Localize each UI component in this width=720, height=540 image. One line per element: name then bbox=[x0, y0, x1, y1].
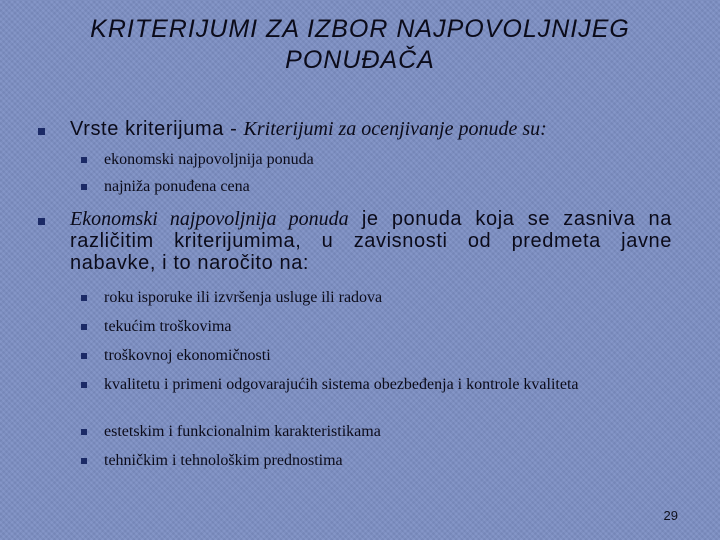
square-bullet-icon bbox=[81, 429, 87, 435]
page-number: 29 bbox=[663, 508, 678, 523]
section2-paragraph bbox=[70, 208, 672, 274]
list-item: kvalitetu i primeni odgovarajućih sistema obezbeđenja i kontrole kvaliteta bbox=[104, 376, 579, 393]
section1-lead-normal: Vrste kriterijuma - bbox=[70, 118, 244, 140]
section2-lead-italic: Ekonomski najpovoljnija ponuda bbox=[70, 208, 349, 230]
square-bullet-icon bbox=[81, 458, 87, 464]
square-bullet-icon bbox=[81, 382, 87, 388]
square-bullet-icon bbox=[81, 295, 87, 301]
list-item: estetskim i funkcionalnim karakteristikama bbox=[104, 423, 381, 440]
section1-lead-italic: Kriterijumi za ocenjivanje ponude su: bbox=[243, 118, 547, 140]
square-bullet-icon bbox=[38, 218, 45, 225]
slide-title: KRITERIJUMI ZA IZBOR NAJPOVOLJNIJEG PONUĐAČA bbox=[90, 15, 630, 74]
list-item: tehničkim i tehnološkim prednostima bbox=[104, 452, 343, 469]
section1-heading bbox=[70, 118, 672, 140]
list-item: najniža ponuđena cena bbox=[104, 178, 250, 195]
square-bullet-icon bbox=[38, 128, 45, 135]
square-bullet-icon bbox=[81, 184, 87, 190]
square-bullet-icon bbox=[81, 157, 87, 163]
list-item: troškovnoj ekonomičnosti bbox=[104, 347, 271, 364]
list-item: roku isporuke ili izvršenja usluge ili radova bbox=[104, 289, 383, 306]
list-item: ekonomski najpovoljnija ponuda bbox=[104, 151, 314, 168]
section2-lead-normal: je ponuda koja se zasniva na različitim kriterijumima, u zavisnosti od predmeta javne nabavke, i to naročito na: bbox=[70, 208, 672, 274]
square-bullet-icon bbox=[81, 324, 87, 330]
list-item: tekućim troškovima bbox=[104, 318, 232, 335]
square-bullet-icon bbox=[81, 353, 87, 359]
